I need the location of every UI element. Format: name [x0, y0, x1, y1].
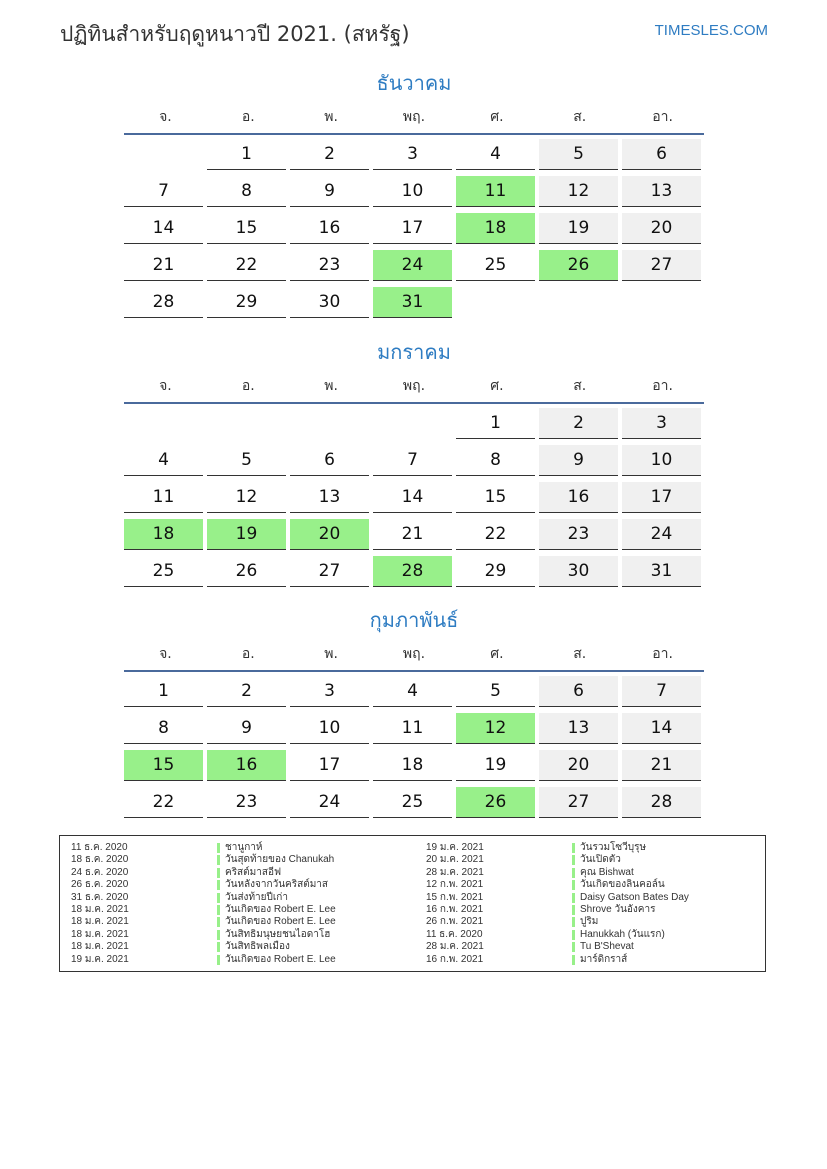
day-cell: 21 — [622, 750, 701, 781]
weekday-label: ส. — [573, 109, 587, 125]
day-cell: 14 — [124, 213, 203, 244]
holiday-date: 18 ม.ค. 2021 — [71, 903, 129, 915]
holiday-name: วันสุดท้ายของ Chanukah — [225, 854, 335, 866]
day-cell: 22 — [207, 250, 286, 281]
weekday-label: จ. — [159, 109, 172, 125]
day-cell: 4 — [456, 139, 535, 170]
legend-item — [71, 892, 336, 904]
day-cell: 9 — [207, 713, 286, 744]
holiday-name: มาร์ดิกราส์ — [580, 953, 628, 965]
holiday-date: 31 ธ.ค. 2020 — [71, 891, 129, 903]
day-cell: 3 — [290, 676, 369, 707]
legend-item — [71, 854, 336, 866]
month-title: มกราคม — [377, 340, 451, 364]
holiday-day-cell: 24 — [373, 250, 452, 281]
holiday-date: 11 ธ.ค. 2020 — [71, 842, 128, 853]
day-cell: 10 — [373, 176, 452, 207]
holiday-date: 20 ม.ค. 2021 — [426, 854, 484, 866]
day-cell: 18 — [373, 750, 452, 781]
holiday-date: 18 ธ.ค. 2020 — [71, 854, 129, 866]
holiday-name: วันเกิดของ Robert E. Lee — [225, 953, 336, 965]
day-cell: 12 — [207, 482, 286, 513]
holiday-marker — [572, 942, 575, 952]
holiday-name: ชานูกาห์ — [225, 842, 263, 853]
holiday-marker — [217, 955, 220, 965]
holiday-marker — [572, 880, 575, 890]
holiday-name: Hanukkah (วันแรก) — [580, 928, 665, 940]
day-cell: 15 — [207, 213, 286, 244]
day-cell: 29 — [456, 556, 535, 587]
day-grid — [124, 139, 704, 324]
day-cell: 23 — [207, 787, 286, 818]
holiday-date: 15 ก.พ. 2021 — [426, 891, 484, 903]
holiday-marker — [572, 955, 575, 965]
day-cell: 30 — [290, 287, 369, 318]
weekday-label: ส. — [573, 378, 587, 394]
day-cell: 17 — [373, 213, 452, 244]
day-cell: 30 — [539, 556, 618, 587]
day-cell: 24 — [622, 519, 701, 550]
day-cell: 1 — [207, 139, 286, 170]
month-title: กุมภาพันธ์ — [369, 608, 459, 632]
weekday-label: ส. — [573, 646, 587, 662]
legend-item — [71, 916, 336, 928]
weekday-label: ศ. — [490, 646, 504, 662]
holiday-name: วันเกิดของลินคอล์น — [580, 879, 665, 891]
holiday-date: 11 ธ.ค. 2020 — [426, 928, 483, 940]
day-cell: 6 — [290, 445, 369, 476]
day-cell: 14 — [622, 713, 701, 744]
weekday-label: อา. — [652, 378, 673, 394]
holiday-day-cell: 26 — [539, 250, 618, 281]
day-cell: 7 — [124, 176, 203, 207]
day-cell: 1 — [456, 408, 535, 439]
holiday-name: Tu B'Shevat — [580, 941, 634, 953]
holiday-day-cell: 19 — [207, 519, 286, 550]
weekday-header — [124, 103, 704, 135]
day-cell: 8 — [207, 176, 286, 207]
holiday-marker — [217, 917, 220, 927]
day-cell: 20 — [539, 750, 618, 781]
day-cell: 4 — [373, 676, 452, 707]
day-cell: 13 — [622, 176, 701, 207]
weekday-label: พฤ. — [402, 109, 426, 125]
day-cell: 19 — [456, 750, 535, 781]
legend-item — [426, 867, 689, 879]
day-cell: 5 — [207, 445, 286, 476]
day-cell: 17 — [622, 482, 701, 513]
weekday-label: พ. — [324, 109, 338, 125]
holiday-name: วันสิทธิพลเมือง — [225, 941, 290, 953]
weekday-header — [124, 640, 704, 672]
holiday-name: วันเกิดของ Robert E. Lee — [225, 916, 336, 928]
holiday-date: 28 ม.ค. 2021 — [426, 866, 484, 878]
day-cell: 6 — [539, 676, 618, 707]
month-january — [124, 337, 704, 593]
day-cell: 2 — [539, 408, 618, 439]
day-cell: 3 — [622, 408, 701, 439]
weekday-label: พฤ. — [402, 378, 426, 394]
holiday-date: 18 ม.ค. 2021 — [71, 941, 129, 953]
day-cell: 27 — [539, 787, 618, 818]
day-cell: 11 — [124, 482, 203, 513]
weekday-label: พ. — [324, 378, 338, 394]
day-cell: 2 — [207, 676, 286, 707]
day-cell: 13 — [539, 713, 618, 744]
day-cell: 17 — [290, 750, 369, 781]
day-cell: 12 — [539, 176, 618, 207]
holiday-day-cell: 18 — [456, 213, 535, 244]
holiday-legend — [59, 835, 766, 972]
legend-item — [426, 854, 689, 866]
weekday-label: อ. — [241, 109, 255, 125]
day-cell: 8 — [124, 713, 203, 744]
legend-item — [426, 941, 689, 953]
day-cell: 19 — [539, 213, 618, 244]
day-cell: 4 — [124, 445, 203, 476]
day-cell: 3 — [373, 139, 452, 170]
day-cell: 14 — [373, 482, 452, 513]
legend-item — [426, 916, 689, 928]
day-cell: 27 — [622, 250, 701, 281]
day-cell: 23 — [539, 519, 618, 550]
holiday-name: Shrove วันอังคาร — [580, 903, 656, 915]
legend-item — [71, 954, 336, 966]
legend-item — [71, 867, 336, 879]
day-cell: 27 — [290, 556, 369, 587]
holiday-marker — [572, 893, 575, 903]
day-cell: 22 — [456, 519, 535, 550]
holiday-date: 12 ก.พ. 2021 — [426, 879, 484, 891]
weekday-label: ศ. — [490, 378, 504, 394]
holiday-marker — [217, 868, 220, 878]
page-title: ปฏิทินสำหรับฤดูหนาวปี 2021. (สหรัฐ) — [60, 22, 410, 46]
day-cell: 5 — [456, 676, 535, 707]
holiday-date: 18 ม.ค. 2021 — [71, 916, 129, 928]
day-cell: 10 — [622, 445, 701, 476]
holiday-marker — [572, 905, 575, 915]
day-cell: 1 — [124, 676, 203, 707]
empty-cell — [207, 408, 286, 438]
day-cell: 21 — [124, 250, 203, 281]
weekday-label: อ. — [241, 378, 255, 394]
day-cell: 21 — [373, 519, 452, 550]
weekday-label: พฤ. — [402, 646, 426, 662]
holiday-date: 24 ธ.ค. 2020 — [71, 866, 129, 878]
holiday-marker — [572, 843, 575, 853]
day-grid — [124, 676, 704, 824]
legend-item — [426, 904, 689, 916]
holiday-name: วันเกิดของ Robert E. Lee — [225, 903, 336, 915]
legend-item — [426, 879, 689, 891]
day-cell: 25 — [456, 250, 535, 281]
holiday-name: Daisy Gatson Bates Day — [580, 891, 689, 903]
holiday-day-cell: 16 — [207, 750, 286, 781]
day-cell: 9 — [539, 445, 618, 476]
day-cell: 28 — [622, 787, 701, 818]
holiday-date: 16 ก.พ. 2021 — [426, 903, 484, 915]
day-cell: 25 — [373, 787, 452, 818]
legend-item — [71, 941, 336, 953]
holiday-date: 19 ม.ค. 2021 — [426, 842, 484, 853]
day-cell: 22 — [124, 787, 203, 818]
holiday-day-cell: 26 — [456, 787, 535, 818]
holiday-day-cell: 11 — [456, 176, 535, 207]
month-december — [124, 68, 704, 324]
holiday-marker — [572, 930, 575, 940]
legend-item — [71, 929, 336, 941]
holiday-date: 19 ม.ค. 2021 — [71, 953, 129, 965]
holiday-date: 26 ธ.ค. 2020 — [71, 879, 129, 891]
day-cell: 26 — [207, 556, 286, 587]
day-cell: 5 — [539, 139, 618, 170]
legend-column-right — [426, 842, 689, 966]
empty-cell — [373, 408, 452, 438]
day-cell: 11 — [373, 713, 452, 744]
day-cell: 13 — [290, 482, 369, 513]
holiday-day-cell: 28 — [373, 556, 452, 587]
legend-item — [426, 954, 689, 966]
holiday-date: 26 ก.พ. 2021 — [426, 916, 484, 928]
holiday-date: 28 ม.ค. 2021 — [426, 941, 484, 953]
legend-item — [426, 842, 689, 854]
day-cell: 31 — [622, 556, 701, 587]
holiday-name: วันสิทธิมนุษยชนไอดาโฮ — [225, 928, 331, 940]
day-cell: 9 — [290, 176, 369, 207]
holiday-name: วันหลังจากวันคริสต์มาส — [225, 879, 329, 891]
holiday-name: วันเปิดตัว — [580, 854, 621, 866]
day-cell: 15 — [456, 482, 535, 513]
holiday-marker — [572, 855, 575, 865]
holiday-marker — [572, 868, 575, 878]
holiday-day-cell: 20 — [290, 519, 369, 550]
weekday-label: พ. — [324, 646, 338, 662]
month-title: ธันวาคม — [376, 71, 452, 95]
weekday-label: จ. — [159, 378, 172, 394]
legend-column-left — [71, 842, 336, 966]
empty-cell — [124, 408, 203, 438]
holiday-marker — [217, 930, 220, 940]
day-cell: 16 — [539, 482, 618, 513]
legend-item — [71, 879, 336, 891]
day-cell: 16 — [290, 213, 369, 244]
empty-cell — [124, 139, 203, 169]
holiday-marker — [217, 942, 220, 952]
holiday-marker — [572, 917, 575, 927]
holiday-date: 18 ม.ค. 2021 — [71, 928, 129, 940]
day-cell: 29 — [207, 287, 286, 318]
holiday-marker — [217, 905, 220, 915]
holiday-marker — [217, 843, 220, 853]
legend-item — [426, 892, 689, 904]
weekday-header — [124, 372, 704, 404]
day-cell: 20 — [622, 213, 701, 244]
day-cell: 6 — [622, 139, 701, 170]
holiday-marker — [217, 880, 220, 890]
holiday-name: ปูริม — [580, 916, 599, 928]
holiday-name: วันส่งท้ายปีเก่า — [225, 891, 288, 903]
empty-cell — [290, 408, 369, 438]
holiday-day-cell: 18 — [124, 519, 203, 550]
day-grid — [124, 408, 704, 593]
legend-item — [71, 904, 336, 916]
holiday-name: คุณ Bishwat — [580, 866, 634, 878]
day-cell: 2 — [290, 139, 369, 170]
holiday-marker — [217, 855, 220, 865]
brand-link[interactable]: TIMESLES.COM — [654, 22, 768, 39]
month-february — [124, 605, 704, 824]
day-cell: 28 — [124, 287, 203, 318]
day-cell: 10 — [290, 713, 369, 744]
legend-item — [71, 842, 336, 854]
holiday-marker — [217, 893, 220, 903]
weekday-label: อา. — [652, 646, 673, 662]
day-cell: 25 — [124, 556, 203, 587]
legend-item — [426, 929, 689, 941]
weekday-label: จ. — [159, 646, 172, 662]
day-cell: 7 — [373, 445, 452, 476]
day-cell: 7 — [622, 676, 701, 707]
weekday-label: ศ. — [490, 109, 504, 125]
day-cell: 24 — [290, 787, 369, 818]
weekday-label: อ. — [241, 646, 255, 662]
holiday-day-cell: 15 — [124, 750, 203, 781]
holiday-day-cell: 31 — [373, 287, 452, 318]
holiday-day-cell: 12 — [456, 713, 535, 744]
holiday-date: 16 ก.พ. 2021 — [426, 953, 484, 965]
day-cell: 8 — [456, 445, 535, 476]
day-cell: 23 — [290, 250, 369, 281]
weekday-label: อา. — [652, 109, 673, 125]
holiday-name: วันรวมโซวีบุรุษ — [580, 842, 647, 853]
holiday-name: คริสต์มาสอีฟ — [225, 866, 282, 878]
